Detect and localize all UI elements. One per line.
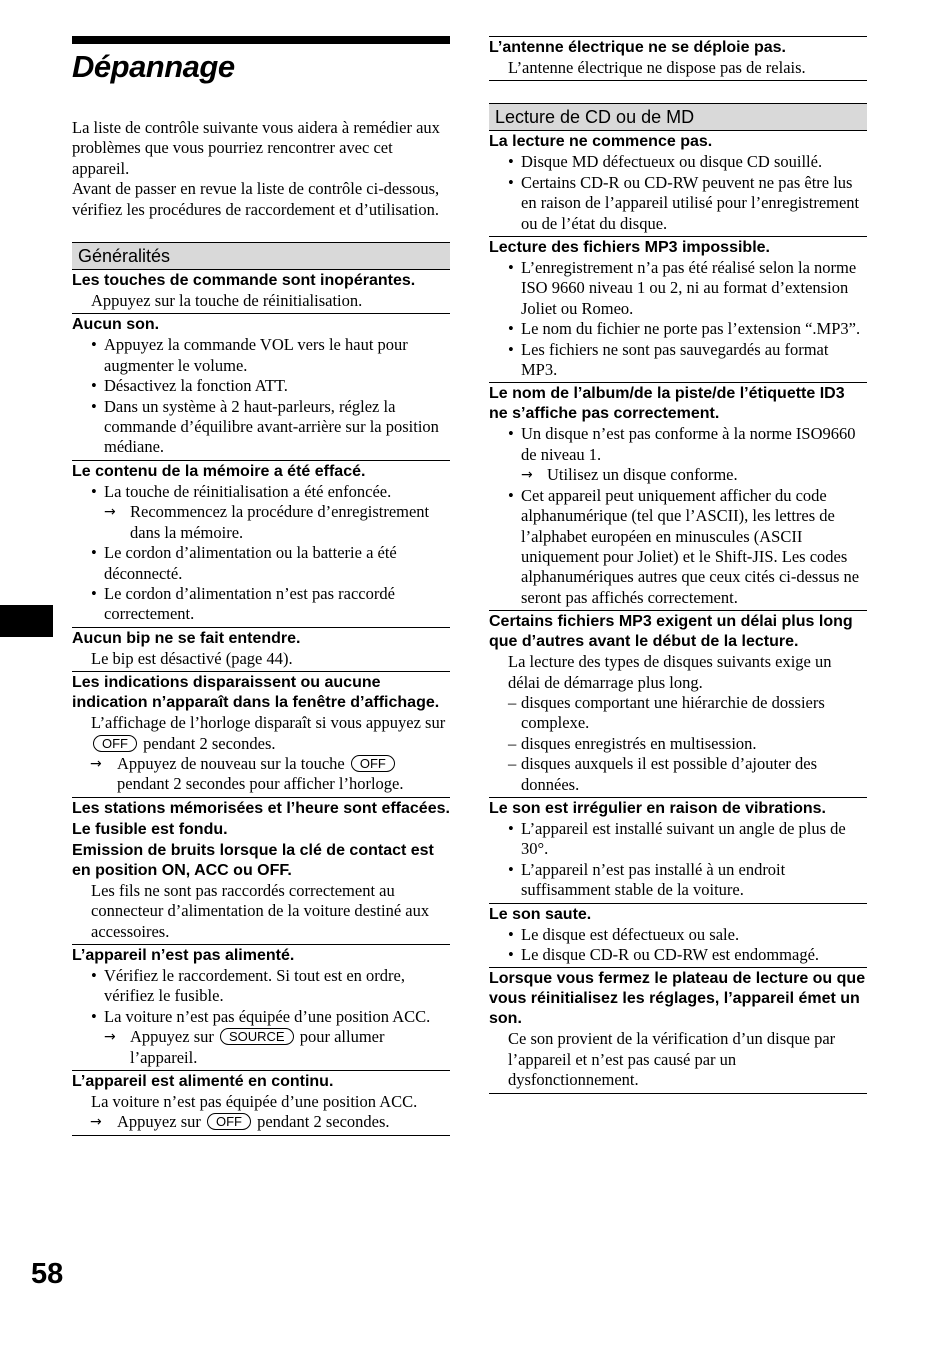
arrow-instruction: → Recommencez la procédure d’enregistrement dans la mémoire. <box>104 502 450 543</box>
problem-title: L’appareil n’est pas alimenté. <box>72 946 295 964</box>
solution-list <box>72 966 450 1068</box>
problem-title: L’appareil est alimenté en continu. <box>72 1073 334 1090</box>
troubleshoot-item <box>489 905 867 969</box>
chapter-tab-marker <box>0 605 53 637</box>
problem-title: Le nom de l’album/de la piste/de l’étiquette ID3 ne s’affiche pas correctement. <box>489 385 845 423</box>
off-key-label: OFF <box>93 735 137 752</box>
solution-text: La voiture n’est pas équipée d’une position ACC. <box>91 1092 418 1111</box>
intro-paragraph: La liste de contrôle suivante vous aidera à remédier aux problèmes que vous pourriez rencontrer avec cet appareil. <box>72 118 440 178</box>
troubleshoot-item <box>72 1072 450 1136</box>
problem-title: Le contenu de la mémoire a été effacé. <box>72 462 366 480</box>
solution-text: Ce son provient de la vérification d’un disque par l’appareil et n’est pas causé par un dysfonctionnement. <box>508 1029 836 1090</box>
solution-text <box>72 713 450 754</box>
right-column <box>489 36 867 1094</box>
problem-title: Le fusible est fondu. <box>72 820 228 838</box>
troubleshoot-item <box>72 271 450 314</box>
solution-text: Appuyez sur la touche de réinitialisation. <box>91 291 363 311</box>
problem-title: Le son est irrégulier en raison de vibrations. <box>489 799 826 817</box>
solution-text: L’antenne électrique ne dispose pas de relais. <box>508 58 806 77</box>
list-item: • L’appareil est installé suivant un angle de plus de 30°. <box>489 819 867 860</box>
troubleshoot-item <box>489 969 867 1093</box>
list-item: • Le disque CD-R ou CD-RW est endommagé. <box>489 945 867 965</box>
list-item <box>72 1007 450 1068</box>
solution-list <box>489 819 867 901</box>
problem-title: Aucun bip ne se fait entendre. <box>72 629 301 647</box>
troubleshoot-item <box>489 132 867 237</box>
list-item: • Cet appareil peut uniquement afficher du code alphanumérique (tel que l’ASCII), les lettres de l’alphabet européen en minuscules (ASCII uniquement pour Joliet) et le Shift-JIS. Les codes alphanumériques autres que ceux cités ci-dessus ne seront pas affichés correctement. <box>489 486 867 608</box>
troubleshoot-item <box>489 799 867 904</box>
list-item: • Certains CD-R ou CD-RW peuvent ne pas être lus en raison de l’appareil utilisé pour l’enregistrement ou de l’état du disque. <box>489 173 867 234</box>
troubleshoot-item <box>489 36 867 81</box>
source-key-label: SOURCE <box>220 1028 294 1045</box>
troubleshoot-item <box>72 946 450 1071</box>
section-heading-general: Généralités <box>72 242 450 270</box>
arrow-instruction <box>72 1112 450 1132</box>
off-key-label: OFF <box>351 755 395 772</box>
problem-title: Les indications disparaissent ou aucune indication n’apparaît dans la fenêtre d’affichage. <box>72 674 440 712</box>
problem-title: Les stations mémorisées et l’heure sont effacées. <box>72 799 450 817</box>
solution-list <box>72 335 450 457</box>
list-item: • L’enregistrement n’a pas été réalisé selon la norme ISO 9660 niveau 1 ou 2, ni au format d’extension Joliet ou Romeo. <box>489 258 867 319</box>
list-item-text: Un disque n’est pas conforme à la norme ISO9660 de niveau 1. <box>521 424 856 464</box>
solution-list <box>489 925 867 966</box>
solution-text-part: L’affichage de l’horloge disparaît si vous appuyez sur <box>91 713 446 733</box>
arrow-instruction: → Utilisez un disque conforme. <box>521 465 867 485</box>
section-heading-cd-md: Lecture de CD ou de MD <box>489 103 867 131</box>
solution-text: La lecture des types de disques suivants exige un délai de démarrage plus long. <box>508 652 832 692</box>
problem-title: Les touches de commande sont inopérantes. <box>72 272 416 290</box>
list-item: – disques comportant une hiérarchie de dossiers complexe. <box>489 693 867 734</box>
problem-title: Emission de bruits lorsque la clé de contact est en position ON, ACC ou OFF. <box>72 841 434 879</box>
problem-title: Aucun son. <box>72 316 160 334</box>
list-item: – disques auxquels il est possible d’ajouter des données. <box>489 754 867 795</box>
solution-list <box>72 482 450 625</box>
problem-title: Certains fichiers MP3 exigent un délai plus long que d’autres avant le début de la lecture. <box>489 613 853 651</box>
troubleshoot-item <box>72 629 450 672</box>
page-number: 58 <box>31 1258 64 1290</box>
troubleshoot-item <box>489 612 867 798</box>
list-item <box>72 482 450 543</box>
solution-text: Le bip est désactivé (page 44). <box>91 648 293 668</box>
list-item-text: La touche de réinitialisation a été enfoncée. <box>104 481 392 501</box>
troubleshoot-item <box>72 673 450 798</box>
instruction-text-part: Appuyez sur <box>130 1027 214 1047</box>
dash-list <box>489 693 867 795</box>
off-key-label: OFF <box>207 1113 251 1130</box>
list-item: • Le disque est défectueux ou sale. <box>489 925 867 945</box>
problem-title: Le son saute. <box>489 905 592 923</box>
list-item: • Désactivez la fonction ATT. <box>72 376 450 396</box>
solution-list <box>489 258 867 380</box>
problem-title: La lecture ne commence pas. <box>489 133 713 151</box>
page-title: Dépannage <box>72 49 235 84</box>
list-item: – disques enregistrés en multisession. <box>489 734 867 754</box>
problem-title: Lorsque vous fermez le plateau de lecture ou que vous réinitialisez les réglages, l’appareil émet un son. <box>489 970 866 1028</box>
list-item: • Disque MD défectueux ou disque CD souillé. <box>489 152 867 172</box>
solution-list <box>489 152 867 234</box>
list-item: • Dans un système à 2 haut-parleurs, réglez la commande d’équilibre avant-arrière sur la position médiane. <box>72 397 450 458</box>
intro <box>72 118 450 220</box>
list-item: • Le cordon d’alimentation n’est pas raccordé correctement. <box>72 584 450 625</box>
troubleshoot-item <box>489 238 867 383</box>
title-rule <box>72 36 450 44</box>
left-column <box>72 36 450 1136</box>
list-item <box>489 424 867 485</box>
troubleshoot-item <box>72 799 450 945</box>
instruction-text-part: Appuyez sur <box>117 1112 201 1132</box>
list-item: • Le cordon d’alimentation ou la batterie a été déconnecté. <box>72 543 450 584</box>
instruction-text-part: pendant 2 secondes. <box>257 1112 390 1132</box>
problem-title: Lecture des fichiers MP3 impossible. <box>489 239 770 257</box>
solution-text-part: pendant 2 secondes. <box>143 733 276 753</box>
list-item: • L’appareil n’est pas installé à un endroit suffisamment stable de la voiture. <box>489 860 867 901</box>
list-item: • Appuyez la commande VOL vers le haut pour augmenter le volume. <box>72 335 450 376</box>
arrow-instruction <box>72 754 450 795</box>
problem-title: L’antenne électrique ne se déploie pas. <box>489 39 786 56</box>
instruction-text-part: pour allumer l’appareil. <box>130 1027 385 1067</box>
list-item: • Vérifiez le raccordement. Si tout est en ordre, vérifiez le fusible. <box>72 966 450 1007</box>
arrow-instruction <box>104 1027 450 1068</box>
instruction-text-part: pendant 2 secondes pour afficher l’horloge. <box>117 774 404 794</box>
list-item-text: La voiture n’est pas équipée d’une position ACC. <box>104 1006 431 1026</box>
instruction-text-part: Appuyez de nouveau sur la touche <box>117 753 345 773</box>
list-item: • Les fichiers ne sont pas sauvegardés au format MP3. <box>489 340 867 381</box>
solution-list <box>489 424 867 608</box>
list-item: • Le nom du fichier ne porte pas l’extension “.MP3”. <box>489 319 867 339</box>
intro-paragraph: Avant de passer en revue la liste de contrôle ci-dessous, vérifiez les procédures de raccordement et d’utilisation. <box>72 179 440 219</box>
troubleshoot-item <box>489 384 867 611</box>
troubleshoot-item <box>72 315 450 460</box>
troubleshoot-item <box>72 462 450 628</box>
solution-text: Les fils ne sont pas raccordés correctement au connecteur d’alimentation de la voiture destiné aux accessoires. <box>91 880 430 941</box>
